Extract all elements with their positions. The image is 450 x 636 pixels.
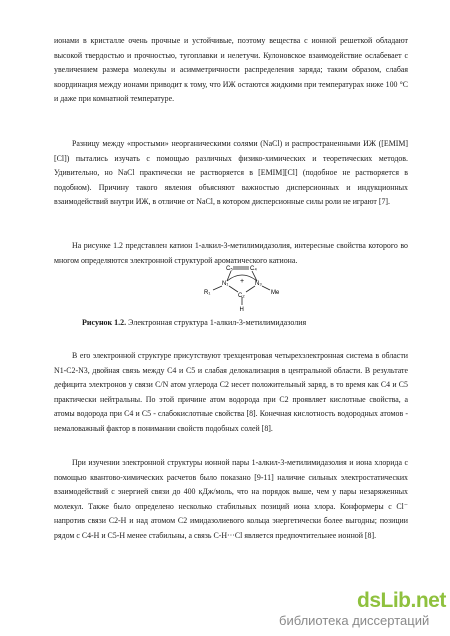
substituent-me-label: Me	[271, 290, 280, 296]
paragraph-5: При изучении электронной структуры ионной пары 1-алкил-3-метилимидазолия и иона хлорида с помощью квантово-химических расчетов было показано [9-11] наличие сильных электростатических взаимодействий с энергией связи до 400 кДж/моль, что на порядок выше, чем у пары незаряженных молекул. Также было определено несколько стабильных позиций иона хлора. Конформеры с Cl⁻ напротив связи C2-H и над атомом C2 имидазолиевого кольца энергетически более выгодны; позиции рядом с C4-H и C5-H менее стабильны, а связь C-H···Cl является предпочтительнее ионной [8].	[54, 458, 408, 540]
bond-n1-c2	[229, 286, 238, 292]
paragraph-3: На рисунке 1.2 представлен катион 1-алкил-3-метилимидазолия, интересные свойства которого во многом определяются электронной структурой ароматического катиона.	[54, 241, 408, 265]
watermark-subtitle: библиотека диссертаций	[279, 613, 430, 628]
atom-h-label: H	[239, 307, 244, 313]
substituent-r-label: R₁	[204, 290, 211, 296]
paragraph-1: ионами в кристалле очень прочные и устойчивые, поэтому вещества с ионной решеткой обладают высокой твердостью и прочностью, тугоплавки и нелетучи. Кулоновское взаимодействие ослабевает с увеличением размера молекулы и асимметричности распределения заряда; таким образом, слабая координация между ионами приводит к тому, что ИЖ остаются жидкими при температурах ниже 100 °С и даже при комнатной температуре.	[54, 36, 408, 104]
bond-n3-me	[262, 286, 270, 290]
atom-c5-label: C₅	[226, 266, 233, 272]
positive-charge-label: +	[240, 278, 245, 285]
paragraph-4: В его электронной структуре присутствуют трехцентровая четырехэлектронная система в области N1-C2-N3, двойная связь между C4 и C5 и слабая делокализация в центральной области. В результате дефицита электронов у связи C/N атом углерода C2 несет положительный заряд, в то время как C4 и C5 практически нейтральны. По этой причине атом водорода при C2 проявляет кислотные свойства, а атомы водорода при C4 и C5 - слабокислотные свойства [8]. Конечная кислотность водородных атомов - немаловажный фактор в понимании свойств подобных солей [8].	[54, 351, 408, 433]
figure-label: Рисунок 1.2.	[82, 318, 127, 327]
atom-c2-label: C₂	[238, 293, 245, 299]
watermark-logo: dsLib.net	[357, 589, 446, 612]
figure-caption-text: Электронная структура 1-алкил-3-метилимидазолия	[126, 318, 307, 327]
figure-caption	[82, 317, 402, 329]
atom-c4-label: C₄	[250, 266, 257, 272]
atom-n1-label: N₁	[222, 281, 229, 287]
imidazolium-structure-figure	[196, 259, 314, 315]
paragraph-2: Разницу между «простыми» неорганическими солями (NaCl) и распространенными ИЖ ([EMIM][Cl]) пытались изучать с помощью различных физико-химических и теоретических методов. Удивительно, но NaCl практически не растворяется в [EMIM][Cl] (подобное не растворяется в подобном). Причину такого явления объясняют важностью дисперсионных и индукционных взаимодействий внутри ИЖ, в отличие от NaCl, в котором дисперсионные силы роли не играют [7].	[54, 139, 408, 207]
bond-n3-c2	[246, 286, 255, 292]
atom-n3-label: N₃	[255, 281, 262, 287]
bond-n1-r	[213, 286, 222, 290]
